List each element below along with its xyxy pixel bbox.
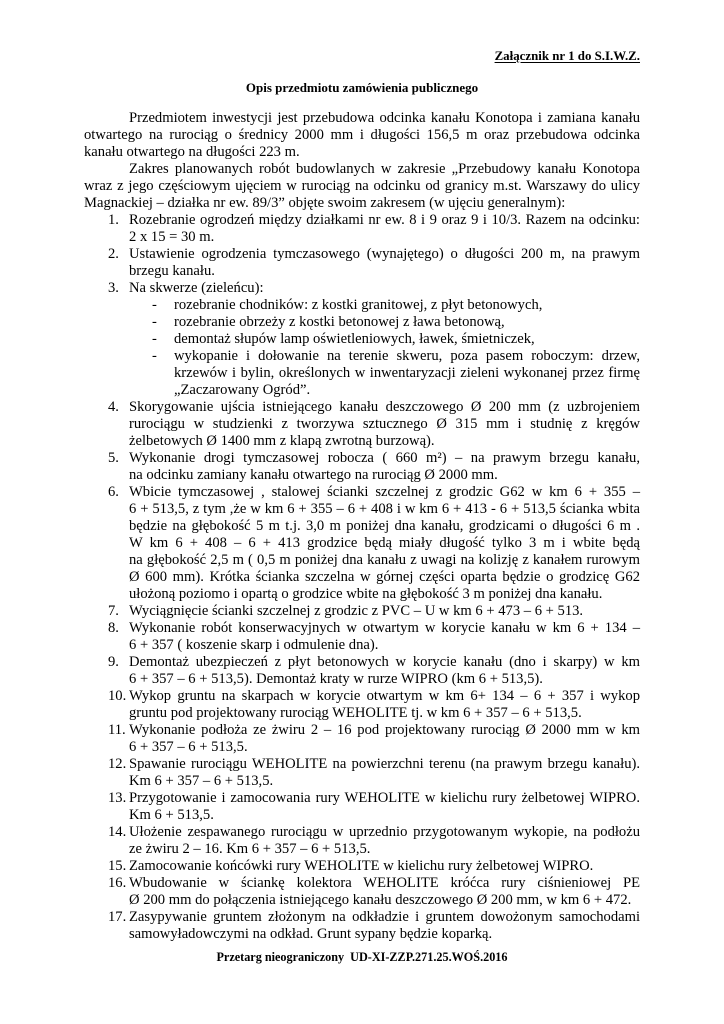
item-text-line: Skorygowanie ujścia istniejącego kanału deszczowego Ø 200 mm (z uzbrojeniem [129, 399, 640, 415]
list-item-6 [84, 484, 640, 603]
item-number: 17. [108, 909, 127, 925]
list-item-3 [84, 280, 640, 399]
list-item-14 [84, 824, 640, 858]
dash-bullet: - [152, 314, 157, 330]
item-number: 12. [108, 756, 127, 772]
list-item-13 [84, 790, 640, 824]
item-number: 15. [108, 858, 127, 874]
item-text-line: Zasypywanie gruntem złożonym na odkładzie i gruntem dowożonym samochodami [129, 909, 640, 925]
item-text-line: Ø 200 mm do połączenia istniejącego kanału deszczowego Ø 200 mm, w km 6 + 472. [129, 892, 632, 908]
item-text-line: Demontaż ubezpieczeń z płyt betonowych w korycie kanału (dno i skarpy) w km [129, 654, 640, 670]
sub-list-item-1 [129, 297, 640, 314]
list-item-12 [84, 756, 640, 790]
sub-list-item-3 [129, 331, 640, 348]
item-text-line: ze żwiru 2 – 16. Km 6 + 357 – 6 + 513,5. [129, 841, 371, 857]
list-item-15 [84, 858, 640, 875]
document-footer: Przetarg nieograniczony UD-XI-ZZP.271.25.WOŚ.2016 [216, 950, 508, 964]
paragraph-line: Magnackiej – działka nr ew. 89/3” objęte swoim zakresem (w ujęciu generalnym): [84, 195, 566, 211]
item-text-line: Ustawienie ogrodzenia tymczasowego (wynajętego) o długości 200 m, na prawym [129, 246, 640, 262]
item-text-line: Km 6 + 513,5. [129, 807, 214, 823]
item-number: 1. [108, 212, 119, 228]
paragraph-line: kanału otwartego na długości 223 m. [84, 144, 300, 160]
list-item-8 [84, 620, 640, 654]
item-number: 3. [108, 280, 119, 296]
dash-bullet: - [152, 297, 157, 313]
item-text-line: Wykonanie robót konserwacyjnych w otwartym w korycie kanału w km 6 + 134 – [129, 620, 640, 636]
item-text-line: samowyładowczymi na odkład. Grunt sypany będzie koparką. [129, 926, 493, 942]
item-text-line: Ø 600 mm). Krótka ścianka szczelna w górnej części oparta będzie o grodzicę G62 [129, 569, 640, 585]
item-number: 11. [108, 722, 126, 738]
list-item-9 [84, 654, 640, 688]
subitem-text-line: „Zaczarowany Ogród”. [174, 382, 311, 398]
paragraph-line: Przedmiotem inwestycji jest przebudowa odcinka kanału Konotopa i zamiana kanału [129, 110, 640, 126]
item-number: 9. [108, 654, 119, 670]
item-number: 10. [108, 688, 127, 704]
item-text-line: gruntu pod projektowany rurociąg WEHOLITE tj. w km 6 + 357 – 6 + 513,5. [129, 705, 582, 721]
paragraph-line: wraz z jego częściowym ujęciem w rurociąg na odcinku od granicy m.st. Warszawy do ulicy [84, 178, 640, 194]
intro-paragraph-2 [84, 161, 640, 212]
item-number: 8. [108, 620, 119, 636]
item-text-line: 2 x 15 = 30 m. [129, 229, 215, 245]
item-text-line: W km 6 + 408 – 6 + 413 grodzice będą miały długość tylko 3 m i wbite będą [129, 535, 640, 551]
item-number: 16. [108, 875, 127, 891]
subitem-text-line: rozebranie obrzeży z kostki betonowej z ława betonową, [174, 314, 505, 330]
subitem-text-line: krzewów i bylin, określonych w inwentaryzacji zieleni wykonanej przez firmę [174, 365, 640, 381]
intro-paragraph-1 [84, 110, 640, 161]
list-item-17 [84, 909, 640, 943]
item-number: 4. [108, 399, 119, 415]
item-text-line: rurociągu w studzienki z tworzywa sztucznego Ø 315 mm i studnię z kręgów [129, 416, 640, 432]
attachment-label: Załącznik nr 1 do S.I.W.Z. [494, 49, 640, 63]
item-text-line: Rozebranie ogrodzeń między działkami nr ew. 8 i 9 oraz 9 i 10/3. Razem na odcinku: [129, 212, 640, 228]
item-text-line: Na skwerze (zieleńcu): [129, 280, 264, 296]
list-item-4 [84, 399, 640, 450]
subitem-text-line: wykopanie i dołowanie na terenie skweru, poza pasem roboczym: drzew, [174, 348, 640, 364]
item-number: 7. [108, 603, 119, 619]
item-text-line: Wykop gruntu na skarpach w korycie otwartym w km 6+ 134 – 6 + 357 i wykop [129, 688, 640, 704]
document-body [84, 110, 640, 943]
item-text-line: Wbicie tymczasowej , stalowej ścianki szczelnej z grodzic G62 w km 6 + 355 – [129, 484, 640, 500]
document-title: Opis przedmiotu zamówienia publicznego [245, 80, 479, 95]
sub-list-item-2 [129, 314, 640, 331]
item-text-line: Zamocowanie końcówki rury WEHOLITE w kielichu rury żelbetowej WIPRO. [129, 858, 594, 874]
item-text-line: ułożoną poziomo i opartą o grodzice wbite na głębokość 3 m poniżej dna kanału. [129, 586, 603, 602]
list-item-2 [84, 246, 640, 280]
item-text-line: na głębokość 2,5 m ( 0,5 m poniżej dna kanału z uwagi na kolizję z kanałem rurowym [129, 552, 640, 568]
item-number: 5. [108, 450, 119, 466]
list-item-5 [84, 450, 640, 484]
paragraph-line: Zakres planowanych robót budowlanych w zakresie „Przebudowy kanału Konotopa [129, 161, 640, 177]
item-text-line: Spawanie rurociągu WEHOLITE na powierzchni terenu (na prawym brzegu kanału). [129, 756, 640, 772]
item-text-line: na odcinku zamiany kanału otwartego na rurociąg Ø 2000 mm. [129, 467, 498, 483]
subitem-text-line: rozebranie chodników: z kostki granitowej, z płyt betonowych, [174, 297, 543, 313]
paragraph-line: otwartego na rurociąg o średnicy 2000 mm i długości 156,5 m oraz przebudowa odcinka [84, 127, 640, 143]
item-text-line: będzie na głębokość 5 m t.j. 3,0 m poniżej dna kanału, grodzicami o długości 6 m . [129, 518, 640, 534]
item-number: 14. [108, 824, 127, 840]
sub-list-item-4 [129, 348, 640, 399]
item-text-line: brzegu kanału. [129, 263, 215, 279]
item-text-line: Wykonanie podłoża ze żwiru 2 – 16 pod projektowany rurociąg Ø 2000 mm w km [129, 722, 640, 738]
list-item-1 [84, 212, 640, 246]
scope-of-works-list [84, 212, 640, 943]
item-number: 2. [108, 246, 119, 262]
attachment-header [84, 48, 640, 64]
list-item-11 [84, 722, 640, 756]
item-text-line: Ułożenie zespawanego rurociągu w uprzednio przygotowanym wykopie, na podłożu [129, 824, 640, 840]
item-text-line: 6 + 513,5, z tym ,że w km 6 + 355 – 6 + 408 i w km 6 + 413 - 6 + 513,5 ścianka wbita [129, 501, 640, 517]
item-text-line: Wbudowanie w ściankę kolektora WEHOLITE króćca rury ciśnieniowej PE [129, 875, 640, 891]
item-number: 13. [108, 790, 127, 806]
subitem-text-line: demontaż słupów lamp oświetleniowych, ławek, śmietniczek, [174, 331, 535, 347]
dash-bullet: - [152, 348, 157, 364]
item-text-line: Przygotowanie i zamocowania rury WEHOLITE w kielichu rury żelbetowej WIPRO. [129, 790, 640, 806]
item-number: 6. [108, 484, 119, 500]
item-text-line: 6 + 357 ( koszenie skarp i odmulenie dna). [129, 637, 379, 653]
item-text-line: 6 + 357 – 6 + 513,5). Demontaż kraty w rurze WIPRO (km 6 + 513,5). [129, 671, 543, 687]
item-text-line: Wyciągnięcie ścianki szczelnej z grodzic z PVC – U w km 6 + 473 – 6 + 513. [129, 603, 584, 619]
list-item-16 [84, 875, 640, 909]
item-text-line: Wykonanie drogi tymczasowej robocza ( 660 m²) – na prawym brzegu kanału, [129, 450, 640, 466]
list-item-7 [84, 603, 640, 620]
item-text-line: Km 6 + 357 – 6 + 513,5. [129, 773, 274, 789]
list-item-10 [84, 688, 640, 722]
item-text-line: żelbetowych Ø 1400 mm z klapą zwrotną burzową). [129, 433, 435, 449]
item-text-line: 6 + 357 – 6 + 513,5. [129, 739, 248, 755]
dash-bullet: - [152, 331, 157, 347]
